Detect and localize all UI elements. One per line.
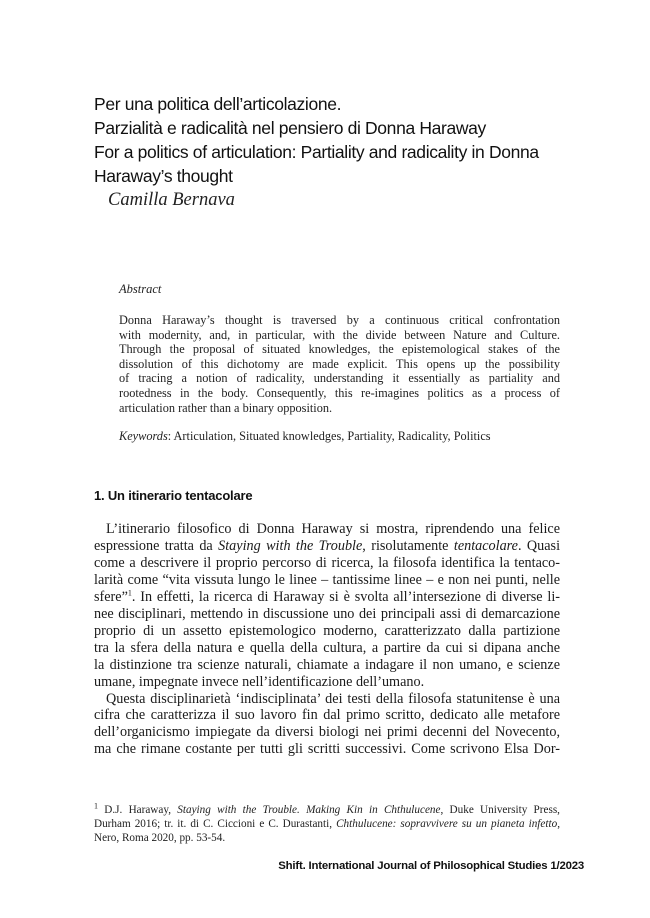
text-run: D.J. Haraway, [98,804,178,816]
abstract-line: dissolution of this dichotomy are made explicit. This opens up the possibility [119,356,560,371]
text-run: , risolutamente [362,537,454,554]
abstract-line: rootedness in the body. Consequently, this re-imagines politics as a process of [119,385,560,400]
body-line: L’itinerario filosofico di Donna Haraway si mostra, riprendendo una felice [106,521,560,537]
footnote [94,803,560,845]
body-line: nee disciplinari, mettendo in discussione uno dei principali assi di demarcazione [94,605,560,622]
body-line [94,589,560,606]
body-line: umane, impegnate invece nell’identificazione dell’umano. [94,673,425,690]
abstract-line: Donna Haraway’s thought is traversed by a continuous critical confrontation [119,313,560,327]
book-title-italic: Chthulucene: sopravvivere su un pianeta infetto [336,818,558,830]
keywords-list: : Articulation, Situated knowledges, Partiality, Radicality, Politics [167,429,491,444]
body-line: Questa disciplinarietà ‘indisciplinata’ dei testi della filosofa statunitense è una [106,690,560,707]
emphasis-italic: tentacolare [453,537,518,554]
title-english-line-2: Haraway’s thought [94,166,233,186]
body-line: ma che rimane costante per tutti gli scritti successivi. Come scrivono Elsa Dor- [94,741,560,758]
title-italian-line-2: Parzialità e radicalità nel pensiero di Donna Haraway [94,118,486,138]
abstract-line: Through the proposal of situated knowledges, the epistemological stakes of the [119,342,560,357]
footnote-reference[interactable]: 1 [127,588,132,598]
text-run: . In effetti, la ricerca di Haraway si è svolta all’intersezione di diverse li- [131,588,560,605]
body-line: proprio di un assetto epistemologico moderno, caratterizzato dalla partizione [94,622,560,639]
author-name: Camilla Bernava [108,190,235,210]
text-run: Durham 2016; tr. it. di C. Ciccioni e C. Durastanti, [94,818,337,830]
article-title-block [94,92,594,212]
title-english-line-1: For a politics of articulation: Partiality and radicality in Donna [94,142,539,162]
footnote-line: Nero, Roma 2020, pp. 53-54. [94,832,226,844]
text-run: espressione tratta da [94,537,219,554]
section-heading: 1. Un itinerario tentacolare [94,488,253,503]
body-line [94,538,560,555]
abstract-line: of tracing a notion of radicality, understanding it essentially as partiality and [119,371,560,386]
abstract-line: with modernity, and, in particular, with the divide between Nature and Culture. [119,327,560,342]
footnote-number: 1 [94,801,98,811]
body-text [94,521,560,758]
book-title-italic: Staying with the Trouble [218,537,363,554]
title-italian-line-1: Per una politica dell’articolazione. [94,94,342,114]
keywords-line [119,429,560,444]
body-line: larità come “vita vissuta lungo le linee – tantissime linee – e non nei punti, nelle [94,571,560,588]
text-run: , [557,818,560,830]
footnote-line [94,803,560,817]
body-line: dell’organicismo impiegate da diversi biologi nei primi decenni del Novecento, [94,724,560,741]
journal-footer: Shift. International Journal of Philosophical Studies 1/2023 [278,860,584,872]
abstract-line: articulation rather than a binary opposition. [119,400,333,415]
abstract-section [119,282,560,444]
text-run: sfere” [94,588,128,605]
book-title-italic: Staying with the Trouble. Making Kin in Chthulucene [177,804,441,816]
body-line: la distinzione tra scienze naturali, chiamate a indagare il non umano, e scienze [94,656,560,673]
abstract-text [119,313,560,415]
text-run: . Quasi [517,537,561,554]
footnote-line [94,817,560,831]
abstract-heading: Abstract [119,282,162,296]
keywords-label: Keywords [119,429,168,444]
text-run: , Duke University Press, [440,804,560,816]
body-line: tra la sfera della natura e quella della cultura, a partire da cui si dipana anche [94,639,560,656]
body-line: cifra che caratterizza il suo lavoro fin dal primo scritto, dedicato alle metafore [94,707,560,724]
body-line: come a descrivere il proprio percorso di ricerca, la filosofa identifica la tentaco- [94,554,560,571]
